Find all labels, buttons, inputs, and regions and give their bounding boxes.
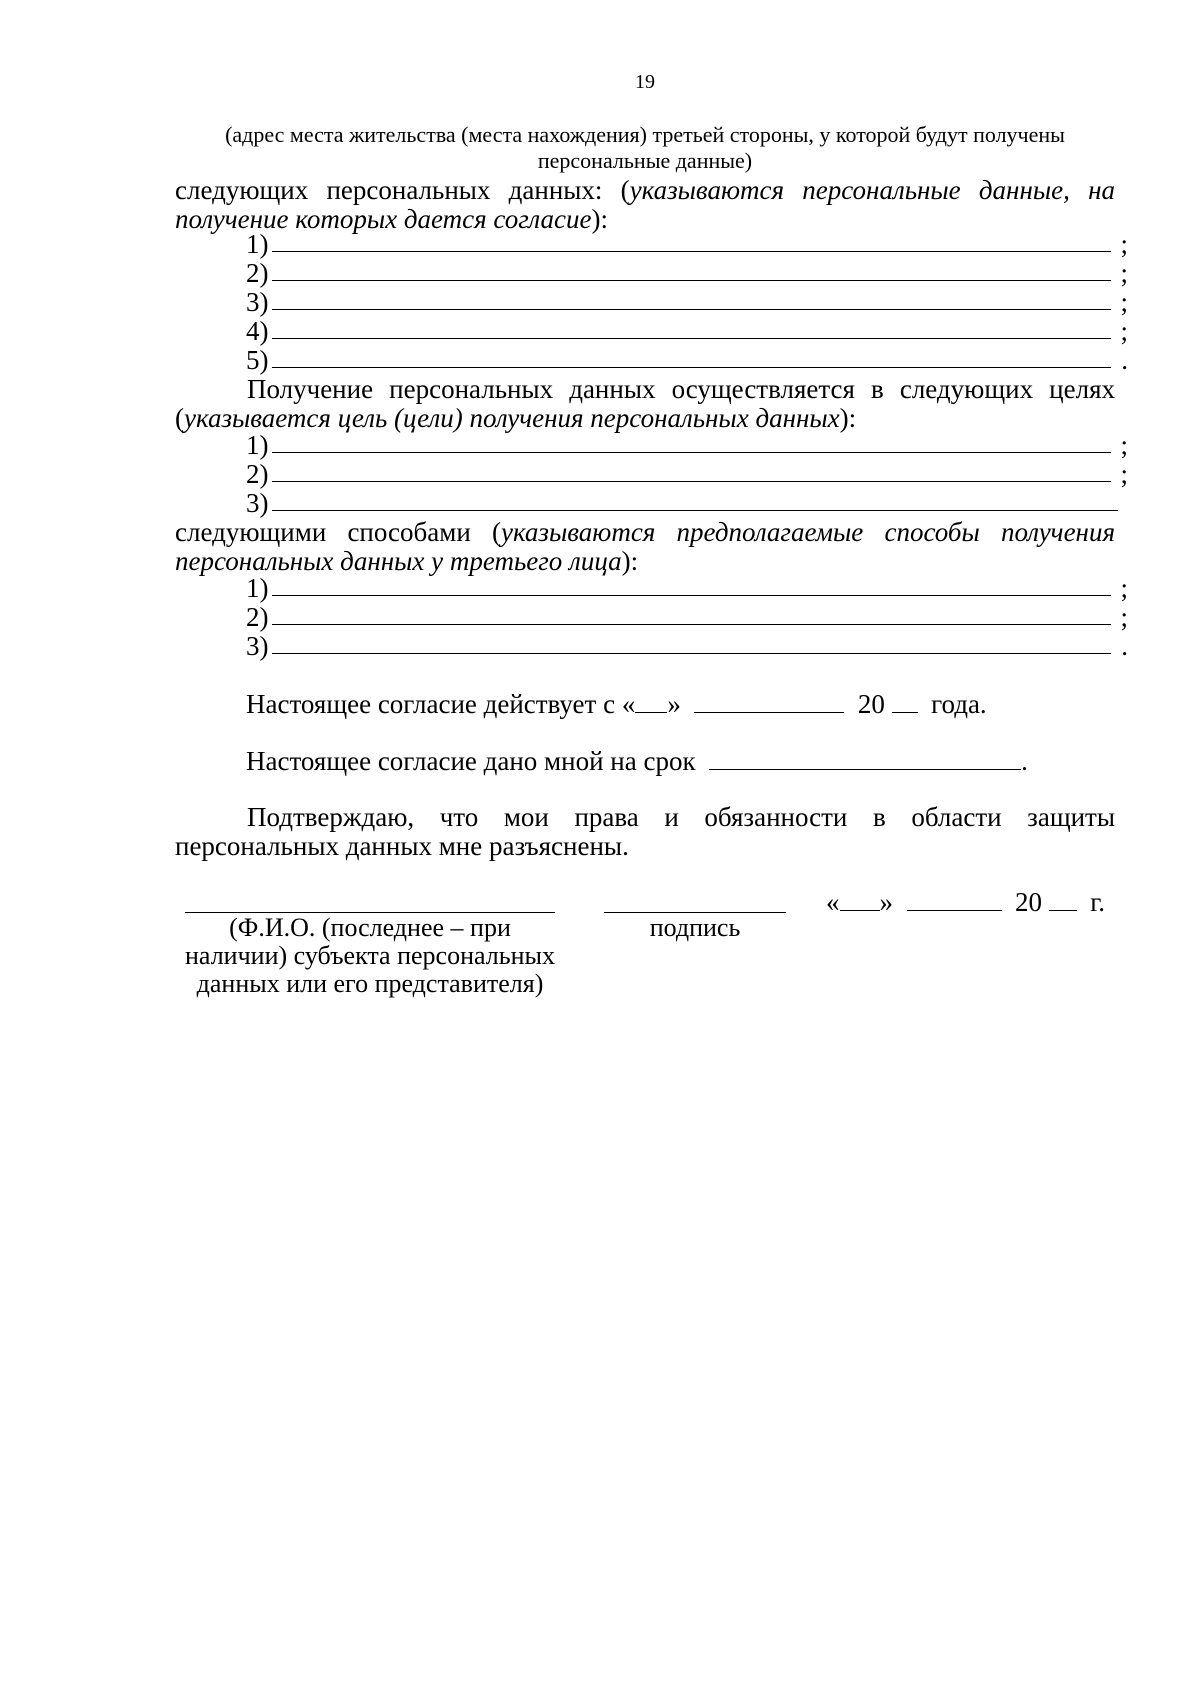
page-number: 19 [635,71,655,93]
item-number: 2) [246,459,269,489]
fill-in-line[interactable] [272,653,1111,654]
fill-in-line[interactable] [272,510,1118,511]
date-year-prefix: 20 [1015,887,1042,917]
sign-year-field[interactable] [1049,890,1077,911]
sign-month-field[interactable] [907,890,1002,911]
section-1-intro [175,176,1115,234]
item-number: 2) [246,258,269,288]
day-field[interactable] [635,692,667,713]
item-punct: ; [1120,287,1128,317]
section-2-item[interactable] [246,431,1130,460]
item-punct: ; [1120,573,1128,603]
signature-date [826,888,1105,917]
year-field[interactable] [892,692,918,713]
item-punct: . [1121,345,1128,375]
item-number: 5) [246,345,269,375]
section-1-intro-end: ): [591,204,608,234]
validity-line [246,690,987,719]
address-caption: (адрес места жительства (места нахождения) третьей стороны, у которой будут получены персональные данные) [225,122,1065,173]
item-number: 3) [246,287,269,317]
fill-in-line[interactable] [272,624,1111,625]
date-suffix: г. [1090,887,1106,917]
section-1-item[interactable] [246,288,1130,317]
validity-prefix: Настоящее согласие действует с « [246,689,636,719]
section-1-item[interactable] [246,317,1130,346]
fill-in-line[interactable] [272,338,1111,339]
validity-quote-close: » [667,689,681,719]
date-close-quote: » [879,887,893,917]
fill-in-line[interactable] [272,280,1111,281]
fio-caption: (Ф.И.О. (последнее – при наличии) субъекта персональных данных или его представителя) [185,913,555,998]
section-3-intro-hint: указываются предполагаемые способы получения персональных данных у третьего лица [175,517,1115,576]
item-number: 1) [246,430,269,460]
term-field[interactable] [709,749,1021,770]
section-3-item[interactable] [246,603,1130,632]
confirmation-text: Подтверждаю, что мои права и обязанности в области защиты персональных данных мне разъяснены. [175,802,1115,861]
fill-in-line[interactable] [272,452,1111,453]
item-number: 1) [246,573,269,603]
section-1-item[interactable] [246,230,1130,259]
fill-in-line[interactable] [272,251,1111,252]
validity-year-prefix: 20 [857,689,885,719]
date-open-quote: « [826,887,840,917]
month-field[interactable] [694,692,844,713]
item-punct: ; [1120,316,1128,346]
section-3-item[interactable] [246,632,1130,661]
item-number: 2) [246,602,269,632]
item-punct: ; [1120,258,1128,288]
term-prefix: Настоящее согласие дано мной на срок [246,746,696,776]
section-1-item[interactable] [246,346,1130,375]
fill-in-line[interactable] [272,309,1111,310]
item-number: 4) [246,316,269,346]
item-number: 3) [246,488,269,518]
section-3-intro-end: ): [621,546,639,576]
item-punct: ; [1120,602,1128,632]
section-2-item[interactable] [246,460,1130,489]
section-3-intro-text: следующими способами ( [175,517,501,547]
fill-in-line[interactable] [272,481,1111,482]
fill-in-line[interactable] [272,367,1111,368]
item-punct: ; [1120,459,1128,489]
section-2-intro [175,375,1115,433]
item-number: 1) [246,229,269,259]
item-punct: ; [1120,430,1128,460]
section-1-intro-hint: указываются персональные данные, на получение которых дается согласие [175,175,1115,234]
item-punct: ; [1120,229,1128,259]
term-line [246,747,1028,776]
section-1-intro-text: следующих персональных данных: ( [175,175,630,205]
section-3-item[interactable] [246,574,1130,603]
section-2-intro-hint: указывается цель (цели) получения персональных данных [184,403,840,433]
section-2-intro-end: ): [839,403,857,433]
signature-caption: подпись [649,913,741,942]
fill-in-line[interactable] [272,595,1111,596]
sign-day-field[interactable] [840,890,880,911]
validity-suffix: года. [931,689,987,719]
section-1-item[interactable] [246,259,1130,288]
section-2-item[interactable] [246,489,1130,518]
section-3-intro [175,518,1115,576]
item-number: 3) [246,631,269,661]
term-suffix: . [1021,746,1028,776]
section-2-intro-text: Получение персональных данных осуществляется в следующих целях ( [175,374,1115,433]
item-punct: . [1121,631,1128,661]
